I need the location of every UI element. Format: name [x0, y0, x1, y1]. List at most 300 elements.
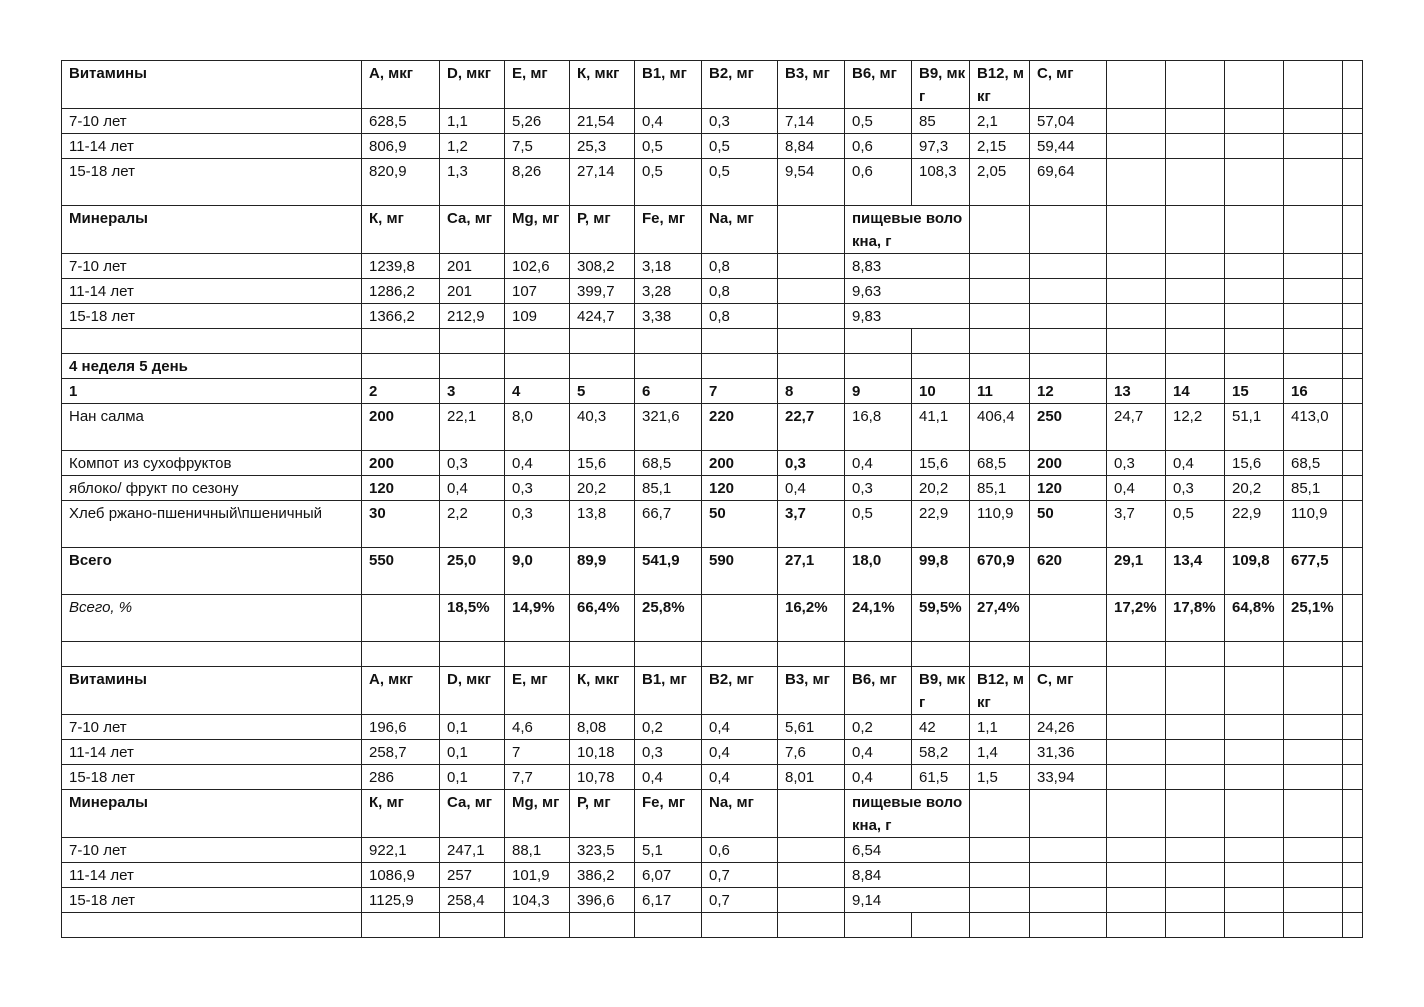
- table-cell: 3,7: [1107, 501, 1166, 548]
- row-label-cell: 7-10 лет: [62, 254, 362, 279]
- table-row-data: [62, 109, 1363, 134]
- row-label-cell: 15-18 лет: [62, 888, 362, 913]
- table-cell: 0,4: [845, 740, 912, 765]
- table-cell: 628,5: [362, 109, 440, 134]
- table-cell: 107: [505, 279, 570, 304]
- table-cell: 14,9%: [505, 595, 570, 642]
- row-label-cell: 11-14 лет: [62, 863, 362, 888]
- table-cell: пищевые волокна, г: [845, 206, 970, 254]
- table-cell: 9,54: [778, 159, 845, 206]
- row-label-cell: 15-18 лет: [62, 765, 362, 790]
- table-cell: 5: [570, 379, 635, 404]
- table-cell: 0,3: [1166, 476, 1225, 501]
- table-cell: [1107, 304, 1166, 329]
- table-cell: [970, 888, 1030, 913]
- table-cell: [1284, 329, 1343, 354]
- table-cell: [1107, 888, 1166, 913]
- table-cell: С, мг: [1030, 667, 1107, 715]
- table-cell: 24,1%: [845, 595, 912, 642]
- table-cell: 386,2: [570, 863, 635, 888]
- table-cell: 22,1: [440, 404, 505, 451]
- table-cell: 0,5: [845, 501, 912, 548]
- table-cell: 922,1: [362, 838, 440, 863]
- table-row-data: [62, 765, 1363, 790]
- table-cell: [1225, 765, 1284, 790]
- row-label-cell: 15-18 лет: [62, 304, 362, 329]
- table-cell: [505, 642, 570, 667]
- table-cell: [1166, 61, 1225, 109]
- table-cell: [1166, 304, 1225, 329]
- table-cell: 1,4: [970, 740, 1030, 765]
- table-row-blank: [62, 329, 1363, 354]
- table-cell: 258,7: [362, 740, 440, 765]
- table-cell: [1107, 159, 1166, 206]
- table-cell: 0,4: [778, 476, 845, 501]
- table-cell: Са, мг: [440, 206, 505, 254]
- row-label-cell: [62, 642, 362, 667]
- nutrition-table-wrapper: [61, 60, 1363, 938]
- table-row-header: [62, 790, 1363, 838]
- table-cell: [1166, 134, 1225, 159]
- table-cell: В2, мг: [702, 667, 778, 715]
- table-cell: [1107, 134, 1166, 159]
- table-cell: [970, 642, 1030, 667]
- table-cell: 0,3: [505, 501, 570, 548]
- table-cell: [1225, 329, 1284, 354]
- table-cell: 0,8: [702, 254, 778, 279]
- table-cell: 15: [1225, 379, 1284, 404]
- table-cell: [970, 304, 1030, 329]
- table-cell: [702, 642, 778, 667]
- row-label-cell: Минералы: [62, 206, 362, 254]
- table-cell: 0,3: [505, 476, 570, 501]
- table-cell: [362, 595, 440, 642]
- table-cell: 109,8: [1225, 548, 1284, 595]
- table-cell: [1225, 134, 1284, 159]
- table-cell: [1030, 329, 1107, 354]
- table-cell: В9, мкг: [912, 667, 970, 715]
- table-cell: 200: [362, 404, 440, 451]
- table-cell: 3,28: [635, 279, 702, 304]
- table-cell: 806,9: [362, 134, 440, 159]
- table-cell: [1284, 109, 1343, 134]
- table-row-header: [62, 61, 1363, 109]
- table-row-data: [62, 863, 1363, 888]
- table-cell: Mg, мг: [505, 206, 570, 254]
- table-cell: 11: [970, 379, 1030, 404]
- table-cell: 25,1%: [1284, 595, 1343, 642]
- table-cell: 1,1: [440, 109, 505, 134]
- row-label-cell: 7-10 лет: [62, 109, 362, 134]
- table-cell: 30: [362, 501, 440, 548]
- table-cell: 0,3: [845, 476, 912, 501]
- table-cell: [362, 913, 440, 938]
- table-cell: [1284, 715, 1343, 740]
- table-cell: [1284, 642, 1343, 667]
- table-cell: [1166, 279, 1225, 304]
- table-cell: Е, мг: [505, 61, 570, 109]
- table-cell: 64,8%: [1225, 595, 1284, 642]
- table-cell: 120: [702, 476, 778, 501]
- table-row-title: [62, 354, 1363, 379]
- table-cell: [1225, 667, 1284, 715]
- table-cell: [1343, 61, 1363, 109]
- table-cell: [505, 354, 570, 379]
- table-cell: Na, мг: [702, 206, 778, 254]
- table-cell: [1107, 838, 1166, 863]
- table-cell: [1166, 790, 1225, 838]
- table-cell: [1107, 790, 1166, 838]
- table-cell: [1225, 642, 1284, 667]
- table-cell: 20,2: [1225, 476, 1284, 501]
- table-cell: 9,0: [505, 548, 570, 595]
- row-label-cell: Компот из сухофруктов: [62, 451, 362, 476]
- row-label-cell: Нан салма: [62, 404, 362, 451]
- table-cell: 257: [440, 863, 505, 888]
- table-cell: 42: [912, 715, 970, 740]
- table-cell: [1107, 740, 1166, 765]
- table-cell: 1086,9: [362, 863, 440, 888]
- table-cell: [570, 354, 635, 379]
- table-cell: 7,5: [505, 134, 570, 159]
- table-cell: [1030, 354, 1107, 379]
- table-cell: 321,6: [635, 404, 702, 451]
- table-cell: 196,6: [362, 715, 440, 740]
- table-cell: 8: [778, 379, 845, 404]
- table-cell: [1225, 254, 1284, 279]
- table-cell: [1284, 888, 1343, 913]
- table-cell: 6,07: [635, 863, 702, 888]
- row-label-cell: Всего, %: [62, 595, 362, 642]
- table-cell: 0,4: [505, 451, 570, 476]
- table-cell: 15,6: [570, 451, 635, 476]
- table-row-dish: [62, 404, 1363, 451]
- table-cell: [1284, 740, 1343, 765]
- table-cell: Fe, мг: [635, 790, 702, 838]
- table-cell: [1107, 765, 1166, 790]
- row-label-cell: [62, 913, 362, 938]
- table-cell: 0,4: [702, 740, 778, 765]
- table-cell: 13: [1107, 379, 1166, 404]
- table-cell: [635, 913, 702, 938]
- table-cell: 0,6: [845, 134, 912, 159]
- table-cell: [1343, 667, 1363, 715]
- table-cell: 620: [1030, 548, 1107, 595]
- table-cell: [1107, 913, 1166, 938]
- table-cell: [362, 354, 440, 379]
- table-cell: [702, 329, 778, 354]
- table-cell: [1343, 279, 1363, 304]
- table-cell: [970, 329, 1030, 354]
- table-cell: пищевые волокна, г: [845, 790, 970, 838]
- table-cell: [1343, 134, 1363, 159]
- table-cell: 89,9: [570, 548, 635, 595]
- table-row-data: [62, 279, 1363, 304]
- table-cell: 0,4: [1166, 451, 1225, 476]
- table-cell: В1, мг: [635, 61, 702, 109]
- table-cell: 1,3: [440, 159, 505, 206]
- table-cell: В12, мкг: [970, 61, 1030, 109]
- table-cell: В12, мкг: [970, 667, 1030, 715]
- table-cell: [1225, 279, 1284, 304]
- table-cell: [1225, 740, 1284, 765]
- table-cell: 7: [702, 379, 778, 404]
- table-cell: 8,83: [845, 254, 970, 279]
- table-cell: [912, 354, 970, 379]
- table-cell: [505, 913, 570, 938]
- table-cell: [635, 354, 702, 379]
- table-cell: 85,1: [1284, 476, 1343, 501]
- table-cell: 25,3: [570, 134, 635, 159]
- table-cell: 2,2: [440, 501, 505, 548]
- table-cell: [1343, 765, 1363, 790]
- table-cell: 101,9: [505, 863, 570, 888]
- table-cell: 1,5: [970, 765, 1030, 790]
- table-cell: 9,63: [845, 279, 970, 304]
- table-cell: [1284, 913, 1343, 938]
- table-cell: 50: [702, 501, 778, 548]
- table-cell: 40,3: [570, 404, 635, 451]
- table-cell: 0,5: [1166, 501, 1225, 548]
- table-cell: [1107, 667, 1166, 715]
- table-cell: 8,84: [845, 863, 970, 888]
- table-cell: [1343, 476, 1363, 501]
- table-cell: 110,9: [970, 501, 1030, 548]
- table-cell: 0,2: [635, 715, 702, 740]
- table-cell: [1343, 379, 1363, 404]
- table-cell: 66,7: [635, 501, 702, 548]
- table-cell: 13,8: [570, 501, 635, 548]
- table-cell: 9,14: [845, 888, 970, 913]
- table-cell: [778, 206, 845, 254]
- table-cell: [1166, 715, 1225, 740]
- table-cell: [1030, 913, 1107, 938]
- table-cell: 4,6: [505, 715, 570, 740]
- table-cell: 0,5: [702, 134, 778, 159]
- table-cell: Е, мг: [505, 667, 570, 715]
- table-cell: 16,8: [845, 404, 912, 451]
- table-cell: 424,7: [570, 304, 635, 329]
- table-cell: [778, 254, 845, 279]
- table-cell: [1284, 863, 1343, 888]
- table-cell: [1343, 304, 1363, 329]
- table-cell: 20,2: [912, 476, 970, 501]
- table-cell: [1166, 329, 1225, 354]
- table-cell: [1166, 206, 1225, 254]
- table-cell: 14: [1166, 379, 1225, 404]
- table-cell: 6: [635, 379, 702, 404]
- table-cell: 0,3: [702, 109, 778, 134]
- table-cell: [778, 790, 845, 838]
- table-cell: 1239,8: [362, 254, 440, 279]
- table-row-data: [62, 134, 1363, 159]
- table-cell: [1343, 838, 1363, 863]
- table-row-percent: [62, 595, 1363, 642]
- table-row-header: [62, 206, 1363, 254]
- table-cell: [1107, 354, 1166, 379]
- table-cell: [970, 863, 1030, 888]
- table-cell: [778, 913, 845, 938]
- table-cell: [778, 863, 845, 888]
- table-cell: 59,5%: [912, 595, 970, 642]
- row-label-cell: 15-18 лет: [62, 159, 362, 206]
- table-cell: 0,5: [702, 159, 778, 206]
- table-cell: 0,5: [635, 134, 702, 159]
- table-cell: 0,4: [845, 765, 912, 790]
- table-cell: [1284, 667, 1343, 715]
- table-cell: 2,15: [970, 134, 1030, 159]
- table-cell: [362, 642, 440, 667]
- table-cell: 7,7: [505, 765, 570, 790]
- table-cell: [912, 913, 970, 938]
- table-row-data: [62, 888, 1363, 913]
- table-cell: [1166, 913, 1225, 938]
- table-cell: 27,1: [778, 548, 845, 595]
- table-cell: 10,78: [570, 765, 635, 790]
- table-cell: 69,64: [1030, 159, 1107, 206]
- table-cell: Р, мг: [570, 206, 635, 254]
- table-row-numbers: [62, 379, 1363, 404]
- row-label-cell: 11-14 лет: [62, 279, 362, 304]
- table-cell: 0,3: [1107, 451, 1166, 476]
- table-cell: В2, мг: [702, 61, 778, 109]
- table-cell: 0,8: [702, 279, 778, 304]
- table-cell: 6,17: [635, 888, 702, 913]
- table-cell: [778, 642, 845, 667]
- table-cell: А, мкг: [362, 667, 440, 715]
- table-cell: [1284, 279, 1343, 304]
- table-cell: 200: [362, 451, 440, 476]
- table-cell: [1107, 206, 1166, 254]
- row-label-cell: [62, 329, 362, 354]
- table-cell: 21,54: [570, 109, 635, 134]
- table-cell: 108,3: [912, 159, 970, 206]
- table-cell: В6, мг: [845, 61, 912, 109]
- table-cell: [970, 279, 1030, 304]
- table-cell: 8,84: [778, 134, 845, 159]
- table-cell: К, мкг: [570, 61, 635, 109]
- table-cell: 5,26: [505, 109, 570, 134]
- table-cell: 41,1: [912, 404, 970, 451]
- table-cell: 10,18: [570, 740, 635, 765]
- table-cell: 200: [702, 451, 778, 476]
- nutrition-table: [61, 60, 1363, 938]
- table-cell: [440, 354, 505, 379]
- table-cell: [1225, 863, 1284, 888]
- table-cell: [440, 913, 505, 938]
- table-cell: 0,4: [635, 109, 702, 134]
- table-cell: 0,3: [635, 740, 702, 765]
- table-cell: [778, 329, 845, 354]
- table-cell: 12,2: [1166, 404, 1225, 451]
- table-cell: [1030, 790, 1107, 838]
- table-cell: Р, мг: [570, 790, 635, 838]
- table-row-total: [62, 548, 1363, 595]
- table-cell: Mg, мг: [505, 790, 570, 838]
- table-cell: [1284, 765, 1343, 790]
- row-label-cell: 1: [62, 379, 362, 404]
- table-cell: К, мг: [362, 790, 440, 838]
- table-cell: 1125,9: [362, 888, 440, 913]
- table-cell: 1286,2: [362, 279, 440, 304]
- table-cell: 51,1: [1225, 404, 1284, 451]
- table-cell: 8,0: [505, 404, 570, 451]
- table-cell: [1343, 548, 1363, 595]
- table-cell: 0,4: [440, 476, 505, 501]
- table-cell: [970, 354, 1030, 379]
- table-cell: 17,8%: [1166, 595, 1225, 642]
- table-cell: [912, 329, 970, 354]
- table-cell: [1166, 765, 1225, 790]
- table-cell: [440, 329, 505, 354]
- table-cell: 25,0: [440, 548, 505, 595]
- table-cell: [702, 354, 778, 379]
- table-cell: 413,0: [1284, 404, 1343, 451]
- table-cell: [440, 642, 505, 667]
- table-cell: 66,4%: [570, 595, 635, 642]
- table-row-header: [62, 667, 1363, 715]
- table-cell: 59,44: [1030, 134, 1107, 159]
- table-cell: 396,6: [570, 888, 635, 913]
- table-cell: [1225, 838, 1284, 863]
- row-label-cell: 7-10 лет: [62, 838, 362, 863]
- table-row-blank: [62, 642, 1363, 667]
- table-row-dish: [62, 476, 1363, 501]
- table-cell: [1343, 206, 1363, 254]
- table-cell: [1343, 329, 1363, 354]
- table-cell: 68,5: [970, 451, 1030, 476]
- table-cell: 61,5: [912, 765, 970, 790]
- table-cell: [1166, 354, 1225, 379]
- table-cell: [1166, 254, 1225, 279]
- table-cell: 20,2: [570, 476, 635, 501]
- table-row-data: [62, 715, 1363, 740]
- table-cell: 102,6: [505, 254, 570, 279]
- table-cell: [1107, 863, 1166, 888]
- table-cell: 85,1: [970, 476, 1030, 501]
- table-cell: 212,9: [440, 304, 505, 329]
- table-cell: [1107, 109, 1166, 134]
- table-cell: [505, 329, 570, 354]
- table-cell: А, мкг: [362, 61, 440, 109]
- table-cell: [1107, 642, 1166, 667]
- table-cell: 50: [1030, 501, 1107, 548]
- table-cell: [362, 329, 440, 354]
- row-label-cell: Хлеб ржано-пшеничный\пшеничный: [62, 501, 362, 548]
- table-row-data: [62, 159, 1363, 206]
- table-cell: [1107, 279, 1166, 304]
- table-cell: [1225, 913, 1284, 938]
- table-cell: 1,1: [970, 715, 1030, 740]
- table-cell: 17,2%: [1107, 595, 1166, 642]
- table-cell: [1343, 863, 1363, 888]
- table-cell: [1343, 740, 1363, 765]
- table-cell: [778, 888, 845, 913]
- table-cell: [1225, 159, 1284, 206]
- table-cell: 8,01: [778, 765, 845, 790]
- table-cell: 24,7: [1107, 404, 1166, 451]
- table-cell: 8,08: [570, 715, 635, 740]
- table-cell: 0,6: [702, 838, 778, 863]
- table-cell: 0,7: [702, 888, 778, 913]
- table-cell: 0,1: [440, 715, 505, 740]
- table-cell: [1343, 159, 1363, 206]
- table-cell: 5,1: [635, 838, 702, 863]
- table-cell: [912, 642, 970, 667]
- table-cell: 9: [845, 379, 912, 404]
- table-cell: 88,1: [505, 838, 570, 863]
- table-cell: 0,4: [845, 451, 912, 476]
